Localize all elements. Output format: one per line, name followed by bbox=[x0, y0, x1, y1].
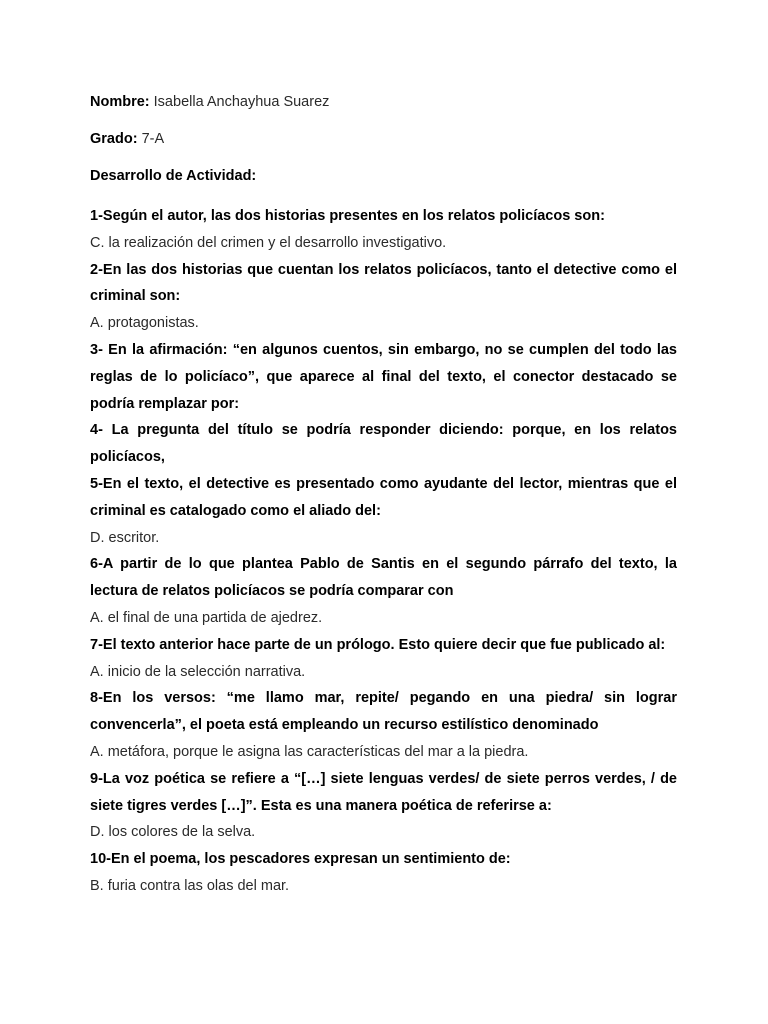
question-item bbox=[90, 551, 677, 631]
question-item bbox=[90, 257, 677, 337]
question-text: 6-A partir de lo que plantea Pablo de Santis en el segundo párrafo del texto, la lectura de relatos policíacos se podría comparar con bbox=[90, 556, 677, 600]
question-text: 3- En la afirmación: “en algunos cuentos, sin embargo, no se cumplen del todo las reglas de lo policíaco”, que aparece al final del texto, el conector destacado se podría remplazar por: bbox=[90, 341, 677, 412]
question-item bbox=[90, 417, 677, 471]
answer-text: A. protagonistas. bbox=[90, 315, 199, 332]
question-text: 9-La voz poética se refiere a “[…] siete lenguas verdes/ de siete perros verdes, / de siete tigres verdes […]”. Esta es una manera poética de referirse a: bbox=[90, 770, 677, 814]
answer-text: D. los colores de la selva. bbox=[90, 824, 256, 841]
answer-text: A. inicio de la selección narrativa. bbox=[90, 663, 306, 680]
answer-text: A. metáfora, porque le asigna las características del mar a la piedra. bbox=[90, 743, 529, 760]
answer-text: A. el final de una partida de ajedrez. bbox=[90, 609, 323, 626]
question-item bbox=[90, 203, 677, 257]
name-value: Isabella Anchayhua Suarez bbox=[153, 94, 330, 110]
question-text: 5-En el texto, el detective es presentado como ayudante del lector, mientras que el criminal es catalogado como el aliado del: bbox=[90, 475, 677, 519]
activity-heading: Desarrollo de Actividad: bbox=[90, 168, 257, 184]
question-item bbox=[90, 846, 677, 900]
question-item bbox=[90, 337, 677, 417]
answer-text: C. la realización del crimen y el desarrollo investigativo. bbox=[90, 234, 447, 251]
question-item bbox=[90, 766, 677, 846]
student-name-field bbox=[90, 92, 677, 112]
grade-value: 7-A bbox=[141, 131, 165, 147]
question-list bbox=[90, 203, 677, 900]
question-item bbox=[90, 471, 677, 551]
question-text: 2-En las dos historias que cuentan los relatos policíacos, tanto el detective como el criminal son: bbox=[90, 261, 677, 305]
answer-text: B. furia contra las olas del mar. bbox=[90, 877, 290, 894]
question-text: 10-En el poema, los pescadores expresan un sentimiento de: bbox=[90, 851, 511, 868]
question-item bbox=[90, 685, 677, 765]
answer-text: D. escritor. bbox=[90, 529, 160, 546]
grade-label: Grado: bbox=[90, 131, 138, 147]
question-item bbox=[90, 632, 677, 686]
question-text: 4- La pregunta del título se podría responder diciendo: porque, en los relatos policíacos, bbox=[90, 422, 677, 466]
question-text: 1-Según el autor, las dos historias presentes en los relatos policíacos son: bbox=[90, 208, 605, 224]
name-label: Nombre: bbox=[90, 94, 150, 110]
question-text: 7-El texto anterior hace parte de un prólogo. Esto quiere decir que fue publicado al: bbox=[90, 636, 666, 653]
question-text: 8-En los versos: “me llamo mar, repite/ pegando en una piedra/ sin lograr convencerla”, el poeta está empleando un recurso estilístico denominado bbox=[90, 690, 677, 734]
document-page bbox=[90, 92, 677, 900]
grade-field bbox=[90, 129, 677, 149]
